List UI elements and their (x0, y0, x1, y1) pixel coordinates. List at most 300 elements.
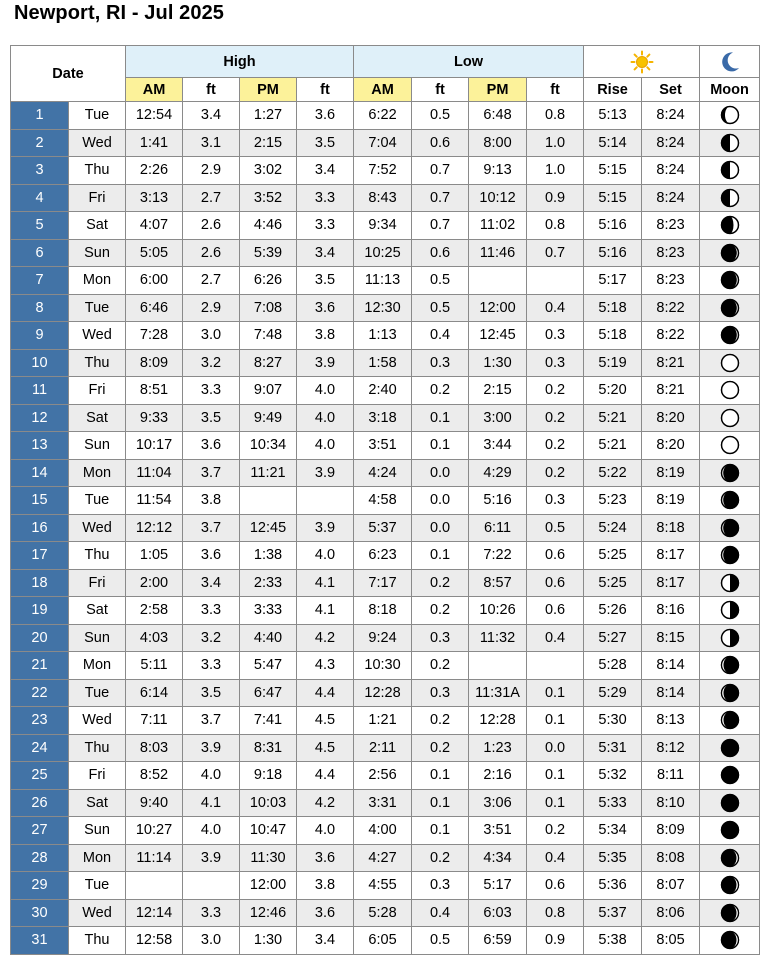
low-pm-time: 3:51 (469, 817, 527, 845)
sunrise-time: 5:23 (584, 487, 642, 515)
table-row (11, 927, 760, 955)
high-am-time: 10:17 (126, 432, 183, 460)
day-of-week: Tue (69, 294, 126, 322)
day-of-week: Sat (69, 597, 126, 625)
day-of-week: Sun (69, 624, 126, 652)
low-pm-time: 11:46 (469, 239, 527, 267)
waning-crescent-moon-icon (720, 655, 740, 675)
tide-table (10, 45, 760, 955)
low-pm-height: 1.0 (527, 129, 584, 157)
sunset-time: 8:18 (642, 514, 700, 542)
day-number: 14 (11, 459, 69, 487)
table-row (11, 129, 760, 157)
high-pm-ft-header: ft (297, 78, 354, 102)
high-pm-time: 7:48 (240, 322, 297, 350)
low-am-height: 0.5 (412, 102, 469, 130)
low-am-height: 0.1 (412, 817, 469, 845)
low-pm-time: 11:32 (469, 624, 527, 652)
waning-crescent-moon-icon (720, 710, 740, 730)
day-of-week: Mon (69, 844, 126, 872)
low-am-time: 4:58 (354, 487, 412, 515)
high-am-time: 2:58 (126, 597, 183, 625)
low-am-time: 3:18 (354, 404, 412, 432)
sunrise-time: 5:31 (584, 734, 642, 762)
new-moon-icon (720, 765, 740, 785)
moon-phase (700, 404, 760, 432)
high-pm-time: 7:08 (240, 294, 297, 322)
high-pm-time: 4:46 (240, 212, 297, 240)
low-am-height: 0.3 (412, 872, 469, 900)
low-pm-time: 3:44 (469, 432, 527, 460)
sunrise-time: 5:20 (584, 377, 642, 405)
sunrise-time: 5:13 (584, 102, 642, 130)
waxing-crescent-thin-moon-icon (720, 848, 740, 868)
high-am-header: AM (126, 78, 183, 102)
low-pm-height: 0.7 (527, 239, 584, 267)
high-pm-time: 12:00 (240, 872, 297, 900)
high-pm-height: 4.0 (297, 404, 354, 432)
high-am-time: 4:07 (126, 212, 183, 240)
high-am-height: 4.0 (183, 762, 240, 790)
sunset-time: 8:20 (642, 432, 700, 460)
low-am-time: 7:17 (354, 569, 412, 597)
low-am-height: 0.5 (412, 927, 469, 955)
sunrise-time: 5:14 (584, 129, 642, 157)
low-am-ft-header: ft (412, 78, 469, 102)
table-row (11, 267, 760, 295)
high-am-time (126, 872, 183, 900)
low-pm-height: 0.0 (527, 734, 584, 762)
day-of-week: Mon (69, 652, 126, 680)
sun-icon (630, 50, 654, 74)
low-pm-time: 6:48 (469, 102, 527, 130)
low-am-time: 1:58 (354, 349, 412, 377)
high-pm-time: 5:39 (240, 239, 297, 267)
day-number: 4 (11, 184, 69, 212)
high-am-height: 3.7 (183, 459, 240, 487)
low-pm-time: 8:57 (469, 569, 527, 597)
high-pm-height: 3.3 (297, 184, 354, 212)
moon-phase (700, 597, 760, 625)
sunset-time: 8:23 (642, 267, 700, 295)
high-pm-height: 3.5 (297, 129, 354, 157)
low-pm-time: 6:03 (469, 899, 527, 927)
day-of-week: Sun (69, 239, 126, 267)
table-row (11, 102, 760, 130)
table-row (11, 679, 760, 707)
low-am-time: 12:30 (354, 294, 412, 322)
sunset-time: 8:19 (642, 487, 700, 515)
low-am-height: 0.7 (412, 212, 469, 240)
sunrise-time: 5:33 (584, 789, 642, 817)
sunset-time: 8:14 (642, 679, 700, 707)
first-quarter-moon-icon (720, 160, 740, 180)
table-row (11, 487, 760, 515)
high-am-height: 3.5 (183, 404, 240, 432)
day-of-week: Thu (69, 734, 126, 762)
high-am-height: 3.6 (183, 542, 240, 570)
waxing-gibbous-late-moon-icon (720, 270, 740, 290)
high-am-ft-header: ft (183, 78, 240, 102)
low-pm-height: 0.6 (527, 597, 584, 625)
sunrise-time: 5:18 (584, 294, 642, 322)
high-pm-height: 4.5 (297, 734, 354, 762)
high-pm-height: 3.8 (297, 322, 354, 350)
day-number: 15 (11, 487, 69, 515)
sunrise-header: Rise (584, 78, 642, 102)
day-of-week: Fri (69, 762, 126, 790)
low-pm-time: 9:13 (469, 157, 527, 185)
low-am-time: 2:56 (354, 762, 412, 790)
high-pm-height: 4.0 (297, 432, 354, 460)
high-am-time: 4:03 (126, 624, 183, 652)
table-row (11, 514, 760, 542)
low-pm-height: 0.1 (527, 707, 584, 735)
low-am-height: 0.3 (412, 349, 469, 377)
low-pm-height: 1.0 (527, 157, 584, 185)
low-pm-time: 7:22 (469, 542, 527, 570)
sunset-time: 8:21 (642, 377, 700, 405)
low-pm-time: 2:16 (469, 762, 527, 790)
low-am-height: 0.4 (412, 322, 469, 350)
high-pm-height: 3.6 (297, 294, 354, 322)
day-number: 31 (11, 927, 69, 955)
day-number: 7 (11, 267, 69, 295)
high-pm-time: 3:02 (240, 157, 297, 185)
sunrise-time: 5:36 (584, 872, 642, 900)
high-am-time: 11:14 (126, 844, 183, 872)
first-quarter-moon-icon (720, 188, 740, 208)
sunset-time: 8:16 (642, 597, 700, 625)
low-am-height: 0.1 (412, 542, 469, 570)
high-am-height: 2.7 (183, 267, 240, 295)
high-pm-time: 1:38 (240, 542, 297, 570)
waxing-crescent-moon-icon (720, 105, 740, 125)
low-am-height: 0.2 (412, 844, 469, 872)
sunrise-time: 5:35 (584, 844, 642, 872)
low-pm-header: PM (469, 78, 527, 102)
high-pm-height: 3.9 (297, 349, 354, 377)
high-pm-height (297, 487, 354, 515)
low-pm-height: 0.4 (527, 624, 584, 652)
low-am-time: 11:13 (354, 267, 412, 295)
high-pm-height: 4.5 (297, 707, 354, 735)
moon-phase (700, 349, 760, 377)
new-moon-icon (720, 738, 740, 758)
sunrise-time: 5:28 (584, 652, 642, 680)
high-am-time: 1:05 (126, 542, 183, 570)
high-pm-height: 3.4 (297, 927, 354, 955)
high-pm-height: 4.1 (297, 597, 354, 625)
low-am-time: 1:13 (354, 322, 412, 350)
low-pm-time: 6:11 (469, 514, 527, 542)
table-row (11, 597, 760, 625)
high-pm-time: 8:31 (240, 734, 297, 762)
table-row (11, 872, 760, 900)
low-am-time: 6:05 (354, 927, 412, 955)
day-number: 10 (11, 349, 69, 377)
day-number: 16 (11, 514, 69, 542)
moon-phase (700, 102, 760, 130)
day-number: 12 (11, 404, 69, 432)
sunset-time: 8:20 (642, 404, 700, 432)
high-pm-time: 10:47 (240, 817, 297, 845)
sunset-time: 8:22 (642, 322, 700, 350)
low-am-time: 4:24 (354, 459, 412, 487)
moon-phase (700, 239, 760, 267)
high-am-height: 3.6 (183, 432, 240, 460)
high-am-time: 3:13 (126, 184, 183, 212)
day-number: 11 (11, 377, 69, 405)
high-am-time: 5:11 (126, 652, 183, 680)
day-of-week: Wed (69, 322, 126, 350)
sunrise-time: 5:15 (584, 157, 642, 185)
high-pm-time: 12:45 (240, 514, 297, 542)
low-am-time: 5:28 (354, 899, 412, 927)
day-of-week: Tue (69, 102, 126, 130)
high-pm-height: 4.0 (297, 377, 354, 405)
full-moon-icon (720, 435, 740, 455)
sun-header (584, 46, 700, 78)
low-am-height: 0.0 (412, 487, 469, 515)
sunset-time: 8:24 (642, 102, 700, 130)
day-number: 26 (11, 789, 69, 817)
day-number: 3 (11, 157, 69, 185)
low-tide-header: Low (354, 46, 584, 78)
high-pm-height: 4.4 (297, 679, 354, 707)
last-quarter-moon-icon (720, 600, 740, 620)
high-pm-time: 6:47 (240, 679, 297, 707)
low-am-time: 10:30 (354, 652, 412, 680)
low-pm-height: 0.3 (527, 487, 584, 515)
day-of-week: Wed (69, 899, 126, 927)
sunrise-time: 5:17 (584, 267, 642, 295)
day-number: 17 (11, 542, 69, 570)
high-pm-time: 6:26 (240, 267, 297, 295)
high-am-height: 3.0 (183, 927, 240, 955)
high-am-height: 3.4 (183, 102, 240, 130)
high-pm-time: 3:33 (240, 597, 297, 625)
sunset-time: 8:15 (642, 624, 700, 652)
day-number: 20 (11, 624, 69, 652)
moon-phase (700, 459, 760, 487)
day-number: 2 (11, 129, 69, 157)
waning-crescent-moon-icon (720, 683, 740, 703)
high-am-height: 3.3 (183, 377, 240, 405)
low-pm-time: 8:00 (469, 129, 527, 157)
high-pm-height: 4.0 (297, 817, 354, 845)
table-row (11, 349, 760, 377)
low-pm-time: 1:23 (469, 734, 527, 762)
sunrise-time: 5:24 (584, 514, 642, 542)
waxing-crescent-thin-moon-icon (720, 930, 740, 950)
low-pm-time: 11:31A (469, 679, 527, 707)
moon-phase (700, 294, 760, 322)
high-am-time: 12:12 (126, 514, 183, 542)
moon-phase (700, 817, 760, 845)
low-am-time: 8:43 (354, 184, 412, 212)
waxing-gibbous-late-moon-icon (720, 325, 740, 345)
high-am-height: 3.1 (183, 129, 240, 157)
high-am-height: 3.7 (183, 514, 240, 542)
high-pm-height: 3.4 (297, 239, 354, 267)
high-pm-time: 9:18 (240, 762, 297, 790)
low-am-time: 9:24 (354, 624, 412, 652)
low-am-height: 0.1 (412, 762, 469, 790)
low-pm-time: 10:26 (469, 597, 527, 625)
high-am-height: 3.3 (183, 899, 240, 927)
high-am-height: 3.3 (183, 652, 240, 680)
low-am-height: 0.1 (412, 404, 469, 432)
sunset-time: 8:19 (642, 459, 700, 487)
high-pm-time: 11:30 (240, 844, 297, 872)
high-pm-time: 9:49 (240, 404, 297, 432)
low-am-time: 4:27 (354, 844, 412, 872)
moon-phase (700, 762, 760, 790)
low-am-height: 0.2 (412, 707, 469, 735)
high-am-time: 6:46 (126, 294, 183, 322)
low-am-time: 4:55 (354, 872, 412, 900)
low-pm-time (469, 652, 527, 680)
table-row (11, 817, 760, 845)
crescent-moon-icon (718, 50, 742, 74)
high-am-time: 2:26 (126, 157, 183, 185)
low-pm-height: 0.1 (527, 679, 584, 707)
low-am-time: 5:37 (354, 514, 412, 542)
low-pm-height: 0.9 (527, 927, 584, 955)
low-pm-time: 12:45 (469, 322, 527, 350)
high-pm-time: 3:52 (240, 184, 297, 212)
low-pm-height: 0.4 (527, 844, 584, 872)
high-am-height (183, 872, 240, 900)
low-am-time: 6:23 (354, 542, 412, 570)
low-am-time: 10:25 (354, 239, 412, 267)
high-pm-height: 3.6 (297, 899, 354, 927)
low-pm-time: 3:06 (469, 789, 527, 817)
moon-phase (700, 679, 760, 707)
high-pm-height: 3.8 (297, 872, 354, 900)
high-am-height: 3.4 (183, 569, 240, 597)
sunrise-time: 5:38 (584, 927, 642, 955)
high-pm-height: 3.9 (297, 459, 354, 487)
low-pm-ft-header: ft (527, 78, 584, 102)
day-number: 22 (11, 679, 69, 707)
day-number: 19 (11, 597, 69, 625)
low-pm-height: 0.8 (527, 212, 584, 240)
high-am-time: 6:00 (126, 267, 183, 295)
high-pm-height: 4.3 (297, 652, 354, 680)
day-number: 13 (11, 432, 69, 460)
high-pm-height: 4.1 (297, 569, 354, 597)
low-pm-time: 3:00 (469, 404, 527, 432)
sunset-time: 8:14 (642, 652, 700, 680)
high-am-height: 2.9 (183, 294, 240, 322)
high-pm-time: 2:15 (240, 129, 297, 157)
high-pm-header: PM (240, 78, 297, 102)
high-am-time: 2:00 (126, 569, 183, 597)
high-am-time: 7:28 (126, 322, 183, 350)
high-pm-height: 3.3 (297, 212, 354, 240)
high-pm-time: 11:21 (240, 459, 297, 487)
high-am-height: 4.1 (183, 789, 240, 817)
table-row (11, 624, 760, 652)
moon-phase (700, 212, 760, 240)
high-pm-height: 3.4 (297, 157, 354, 185)
high-am-time: 8:51 (126, 377, 183, 405)
low-am-time: 6:22 (354, 102, 412, 130)
moon-phase (700, 872, 760, 900)
sunrise-time: 5:21 (584, 432, 642, 460)
high-pm-time (240, 487, 297, 515)
high-am-height: 3.7 (183, 707, 240, 735)
day-of-week: Tue (69, 872, 126, 900)
low-am-height: 0.5 (412, 294, 469, 322)
high-am-time: 11:04 (126, 459, 183, 487)
low-am-height: 0.2 (412, 597, 469, 625)
moon-phase (700, 624, 760, 652)
day-number: 28 (11, 844, 69, 872)
table-row (11, 294, 760, 322)
moon-phase (700, 927, 760, 955)
high-am-height: 3.2 (183, 349, 240, 377)
high-am-time: 9:40 (126, 789, 183, 817)
high-am-height: 3.2 (183, 624, 240, 652)
table-row (11, 707, 760, 735)
low-pm-height: 0.2 (527, 404, 584, 432)
low-pm-time: 1:30 (469, 349, 527, 377)
moon-phase (700, 129, 760, 157)
high-am-height: 3.8 (183, 487, 240, 515)
day-number: 9 (11, 322, 69, 350)
moon-phase (700, 157, 760, 185)
low-am-time: 3:31 (354, 789, 412, 817)
high-pm-height: 4.2 (297, 624, 354, 652)
sunrise-time: 5:34 (584, 817, 642, 845)
low-pm-time: 5:17 (469, 872, 527, 900)
day-number: 23 (11, 707, 69, 735)
table-row (11, 762, 760, 790)
sunset-time: 8:23 (642, 239, 700, 267)
sunset-time: 8:24 (642, 157, 700, 185)
waxing-crescent-thin-moon-icon (720, 903, 740, 923)
low-pm-time: 4:29 (469, 459, 527, 487)
high-am-height: 2.6 (183, 239, 240, 267)
low-pm-height: 0.2 (527, 459, 584, 487)
high-pm-height: 4.2 (297, 789, 354, 817)
sunrise-time: 5:26 (584, 597, 642, 625)
sunset-time: 8:12 (642, 734, 700, 762)
tide-rows (11, 102, 760, 955)
low-am-height: 0.2 (412, 569, 469, 597)
day-number: 30 (11, 899, 69, 927)
low-pm-height: 0.3 (527, 349, 584, 377)
table-row (11, 184, 760, 212)
day-number: 5 (11, 212, 69, 240)
sunset-time: 8:13 (642, 707, 700, 735)
sunrise-time: 5:16 (584, 212, 642, 240)
day-of-week: Thu (69, 927, 126, 955)
high-am-height: 3.3 (183, 597, 240, 625)
low-am-time: 4:00 (354, 817, 412, 845)
low-am-height: 0.6 (412, 129, 469, 157)
table-row (11, 432, 760, 460)
low-pm-time (469, 267, 527, 295)
high-am-time: 10:27 (126, 817, 183, 845)
day-of-week: Tue (69, 487, 126, 515)
table-row (11, 322, 760, 350)
day-number: 18 (11, 569, 69, 597)
high-am-time: 5:05 (126, 239, 183, 267)
